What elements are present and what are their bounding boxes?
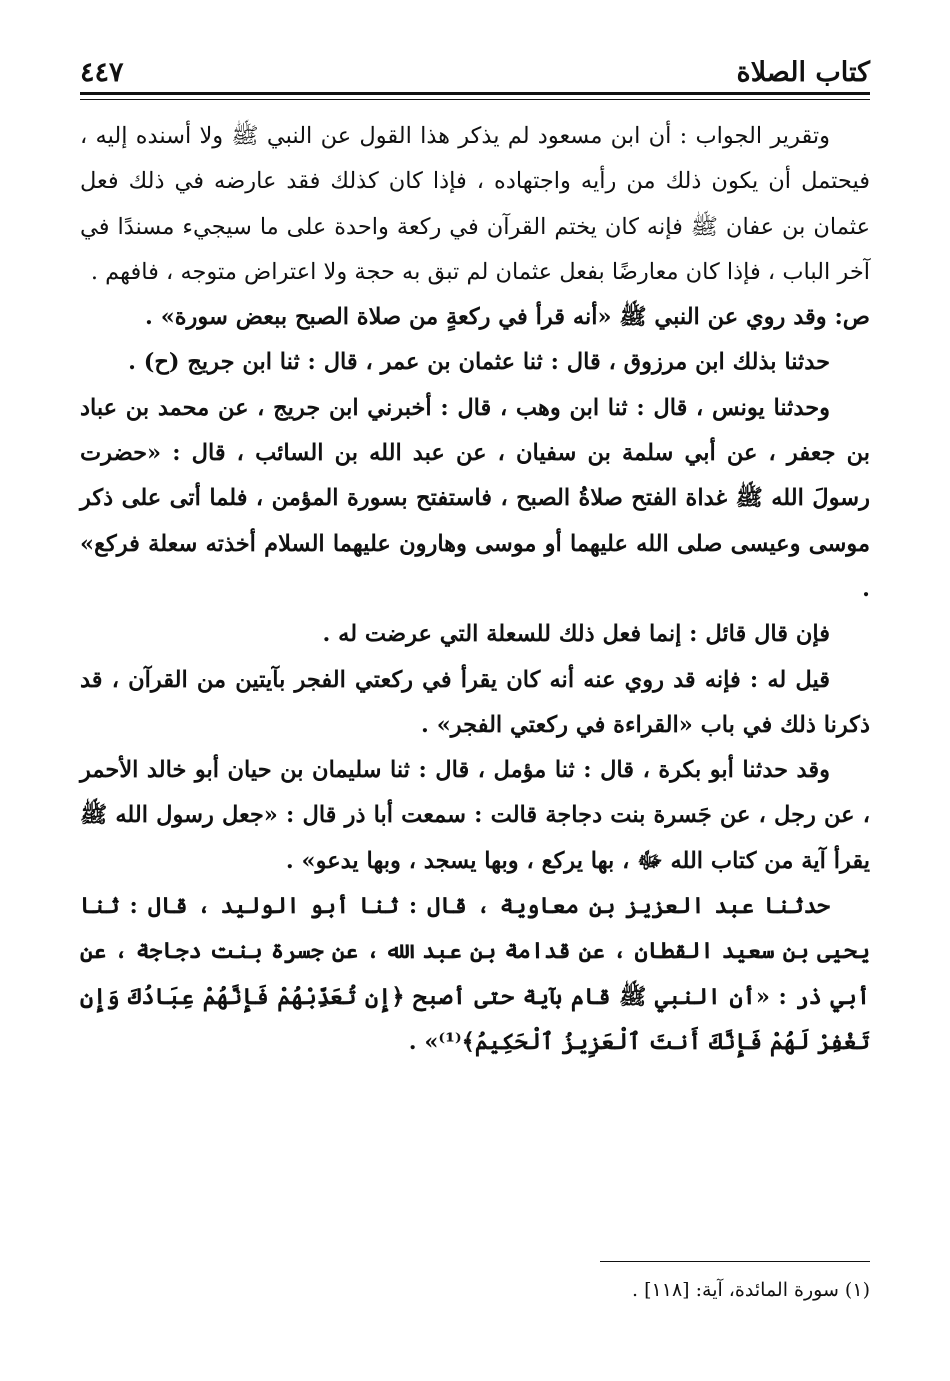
paragraph-isnad-1: حدثنا بذلك ابن مرزوق ، قال : ثنا عثمان بن عمر ، قال : ثنا ابن جريج (ح) . xyxy=(128,349,830,376)
paragraph-hadith-3: حدثنا عبد العزيز بن معاوية ، قال : ثنا أبو الوليد ، قال : ثنا يحيى بن سعيد القطان ، عن قدامة بن عبد الله ، عن جسرة بنت دجاجة ، عن أبي ذر : «أن النبي ﷺ قام بآية حتى أصبح ﴿إِن تُعَذِّبْهُمْ فَإِنَّهُمْ عِبَادُكَ وَإِن تَغْفِرْ لَهُمْ فَإِنَّكَ أَنتَ ٱلْعَزِيزُ ٱلْحَكِيمُ﴾⁽¹⁾» . xyxy=(80,893,870,1055)
paragraph-reply: قيل له : فإنه قد روي عنه أنه كان يقرأ في ركعتي الفجر بآيتين من القرآن ، قد ذكرنا ذلك في باب «القراءة في ركعتي الفجر» . xyxy=(80,666,870,738)
main-text xyxy=(80,114,870,1065)
footnote: (١) سورة المائدة، آية: [١١٨] . xyxy=(632,1279,870,1301)
paragraph-sad-text: وقد روي عن النبي ﷺ «أنه قرأ في ركعةٍ من صلاة الصبح ببعض سورة» . xyxy=(145,304,827,331)
header-rule-thin xyxy=(80,99,870,100)
page-header xyxy=(80,38,870,88)
footnote-rule xyxy=(600,1261,870,1262)
page-number: ٤٤٧ xyxy=(80,57,124,88)
book-title: كتاب الصلاة xyxy=(736,57,870,88)
paragraph-explanation: وتقرير الجواب : أن ابن مسعود لم يذكر هذا القول عن النبي ﷺ ولا أسنده إليه ، فيحتمل أن يكون ذلك من رأيه واجتهاده ، فإذا كان كذلك فقد عارضه في ذلك فعل عثمان بن عفان ﷺ فإنه كان يختم القرآن في ركعة واحدة على ما سيجيء مسندًا في آخر الباب ، فإذا كان معارضًا بفعل عثمان لم تبق به حجة ولا اعتراض متوجه ، فافهم . xyxy=(80,123,870,285)
paragraph-hadith-1: وحدثنا يونس ، قال : ثنا ابن وهب ، قال : أخبرني ابن جريج ، عن محمد بن عباد بن جعفر ، عن أبي سلمة بن سفيان ، عن عبد الله بن السائب ، قال : «حضرت رسولَ الله ﷺ غداة الفتح صلاةُ الصبح ، فاستفتح بسورة المؤمن ، فلما أتى على ذكر موسى وعيسى صلى الله عليهما أو موسى وهارون عليهما السلام أخذته سعلة فركع» . xyxy=(80,394,870,602)
header-rule-thick xyxy=(80,92,870,95)
paragraph-hadith-2: وقد حدثنا أبو بكرة ، قال : ثنا مؤمل ، قال : ثنا سليمان بن حيان أبو خالد الأحمر ، عن رجل ، عن جَسرة بنت دجاجة قالت : سمعت أبا ذر قال : «جعل رسول الله ﷺ يقرأ آية من كتاب الله ﷻ ، بها يركع ، وبها يسجد ، وبها يدعو» . xyxy=(80,757,870,874)
paragraph-sad xyxy=(80,295,870,340)
sad-marker: ص: xyxy=(834,304,870,331)
paragraph-objection: فإن قال قائل : إنما فعل ذلك للسعلة التي عرضت له . xyxy=(322,621,830,648)
